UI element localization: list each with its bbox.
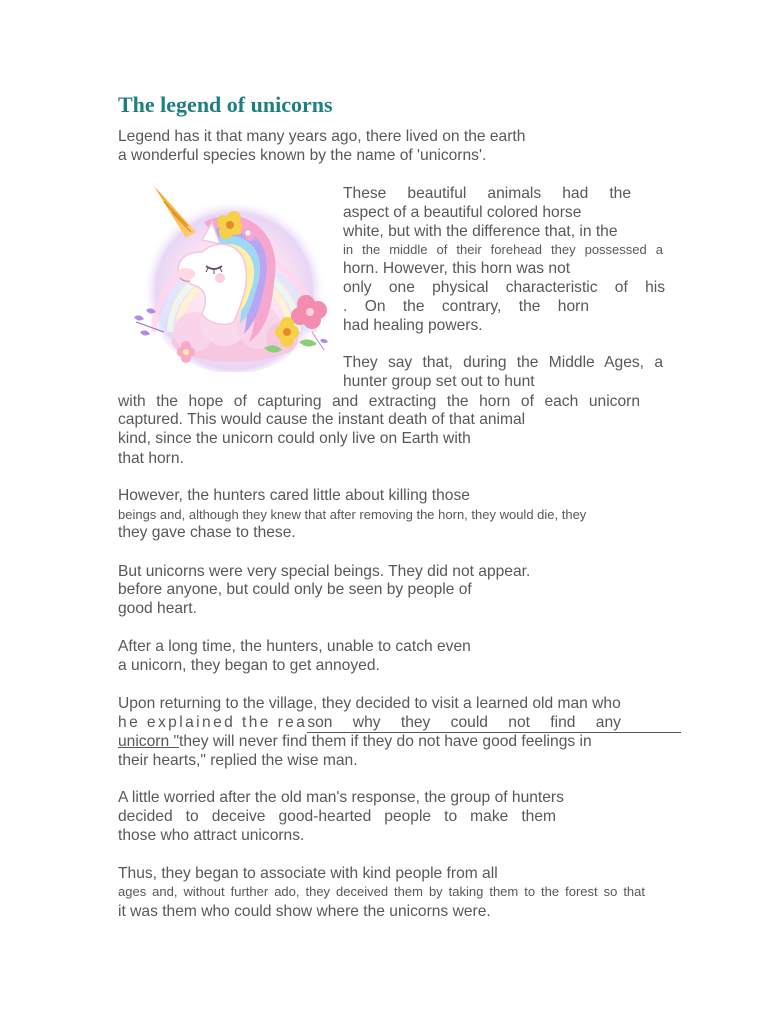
text-line: a unicorn, they began to get annoyed. (118, 657, 380, 674)
text-line: horn. However, this horn was not (343, 260, 571, 277)
text-line: They say that, during the Middle Ages, a (343, 354, 663, 371)
text-line: Upon returning to the village, they decided to visit a learned old man who (118, 695, 621, 712)
text-line: But unicorns were very special beings. They did not appear. (118, 563, 531, 580)
text-line: in the middle of their forehead they possessed a (343, 242, 663, 257)
text-segment: they will never find them if they do not have good feelings in (179, 733, 592, 750)
text-line: Legend has it that many years ago, there lived on the earth (118, 128, 526, 145)
text-line: those who attract unicorns. (118, 827, 305, 844)
text-line (118, 732, 592, 751)
text-line: it was them who could show where the unicorns were. (118, 903, 491, 920)
underlined-text: son why they could not find any (307, 713, 681, 733)
text-line: Thus, they began to associate with kind people from all (118, 865, 498, 882)
text-line: that horn. (118, 450, 184, 467)
text-line: good heart. (118, 600, 197, 617)
text-line: aspect of a beautiful colored horse (343, 204, 582, 221)
text-line: After a long time, the hunters, unable to catch even (118, 638, 471, 655)
text-line: had healing powers. (343, 317, 483, 334)
text-line (118, 713, 658, 733)
text-line: beings and, although they knew that after removing the horn, they would die, they (118, 507, 587, 522)
text-line: with the hope of capturing and extracting the horn of each unicorn (118, 393, 640, 410)
text-line: These beautiful animals had the (343, 185, 631, 202)
text-line: kind, since the unicorn could only live on Earth with (118, 430, 471, 447)
unicorn-illustration (124, 182, 330, 372)
text-line: their hearts," replied the wise man. (118, 752, 358, 769)
text-line: they gave chase to these. (118, 524, 296, 541)
text-line: before anyone, but could only be seen by people of (118, 581, 472, 598)
text-line: hunter group set out to hunt (343, 373, 535, 390)
text-line: ages and, without further ado, they deceived them by taking them to the forest so that (118, 884, 645, 899)
text-line: captured. This would cause the instant death of that animal (118, 411, 526, 428)
text-line: . On the contrary, the horn (343, 298, 589, 315)
text-line: decided to deceive good-hearted people to make them (118, 808, 556, 825)
text-line: white, but with the difference that, in the (343, 223, 618, 240)
page-title: The legend of unicorns (118, 92, 333, 117)
text-line: However, the hunters cared little about killing those (118, 487, 470, 504)
text-segment: he explained the rea (118, 714, 308, 731)
text-line: a wonderful species known by the name of 'unicorns'. (118, 147, 487, 164)
underlined-text: unicorn " (118, 733, 180, 750)
text-line: A little worried after the old man's response, the group of hunters (118, 789, 564, 806)
text-line: only one physical characteristic of his (343, 279, 665, 296)
